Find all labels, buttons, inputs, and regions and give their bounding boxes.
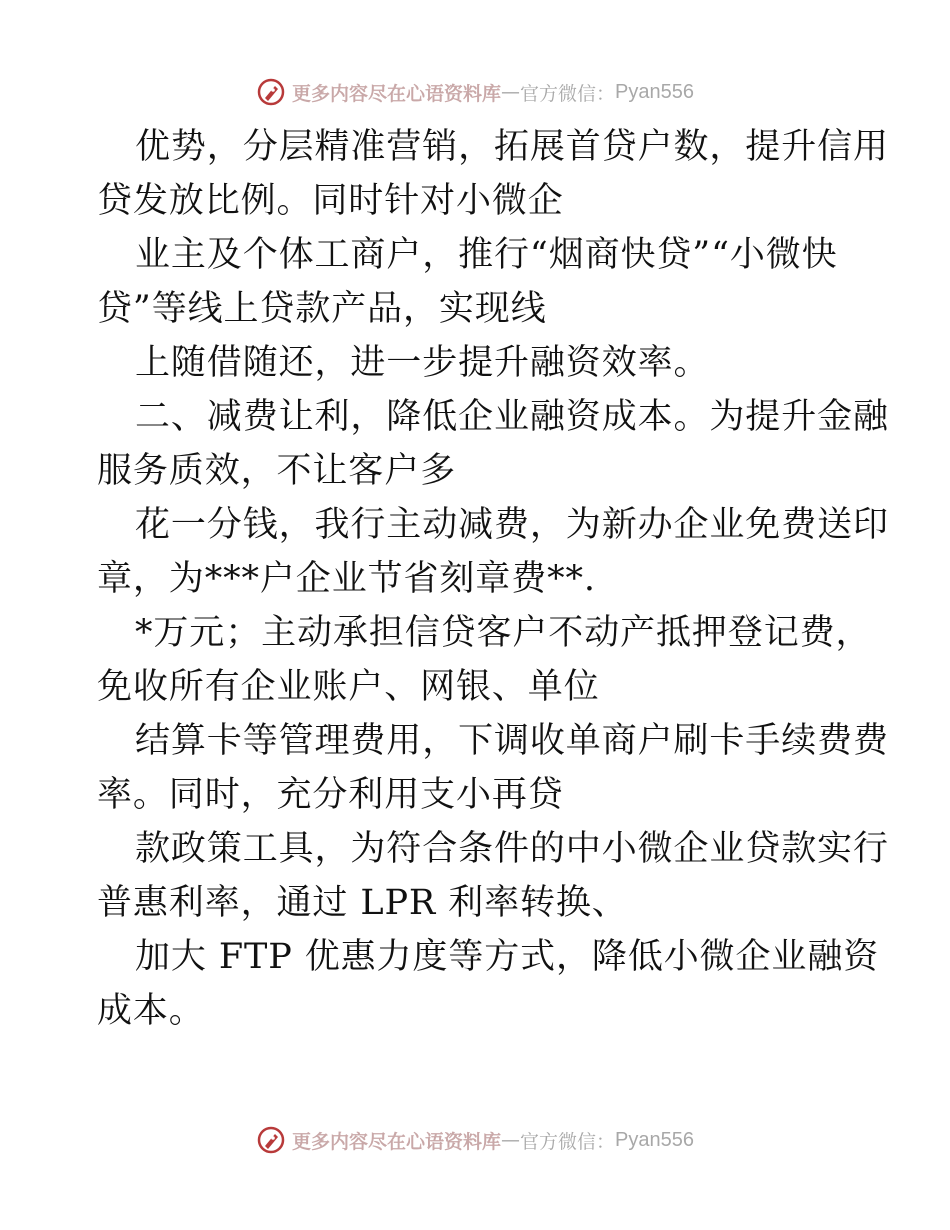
body-line: 款政策工具，为符合条件的中小微企业贷款实行	[135, 829, 889, 869]
body-line: *万元；主动承担信贷客户不动产抵押登记费，	[135, 613, 872, 653]
body-line: 优势，分层精准营销，拓展首贷户数，提升信用	[135, 127, 889, 167]
body-line: 二、减费让利，降低企业融资成本。为提升金融	[135, 397, 889, 437]
pen-nib-logo-icon	[256, 77, 286, 107]
body-line: 加大 FTP 优惠力度等方式，降低小微企业融资	[135, 937, 880, 977]
watermark-wechat-handle: Pyan556	[615, 1128, 694, 1151]
body-line: 业主及个体工商户，推行“烟商快贷”“小微快	[135, 235, 838, 275]
body-line: 结算卡等管理费用，下调收单商户刷卡手续费费	[135, 721, 889, 761]
pen-nib-logo-icon	[256, 1125, 286, 1155]
body-line: 免收所有企业账户、网银、单位	[97, 667, 600, 707]
watermark-wechat-label: 官方微信：	[520, 82, 616, 105]
body-line: 贷”等线上贷款产品，实现线	[97, 289, 547, 329]
body-line: 上随借随还，进一步提升融资效率。	[135, 343, 710, 383]
body-line: 服务质效，不让客户多	[97, 451, 457, 491]
body-line: 章，为***户企业节省刻章费**.	[97, 559, 596, 599]
watermark-text: 更多内容尽在心语资料库	[292, 1130, 502, 1153]
body-line: 成本。	[97, 991, 205, 1031]
footer-watermark	[0, 1120, 950, 1160]
body-line: 率。同时，充分利用支小再贷	[97, 775, 564, 815]
body-line: 普惠利率，通过 LPR 利率转换、	[97, 883, 628, 923]
watermark-wechat-handle: Pyan556	[615, 80, 694, 103]
watermark-dash: —	[501, 81, 521, 103]
watermark-wechat-label: 官方微信：	[520, 1130, 616, 1153]
body-line: 贷发放比例。同时针对小微企	[97, 181, 564, 221]
header-watermark	[0, 72, 950, 112]
document-body	[97, 120, 889, 1038]
watermark-text: 更多内容尽在心语资料库	[292, 82, 502, 105]
body-line: 花一分钱，我行主动减费，为新办企业免费送印	[135, 505, 889, 545]
watermark-dash: —	[501, 1129, 521, 1151]
